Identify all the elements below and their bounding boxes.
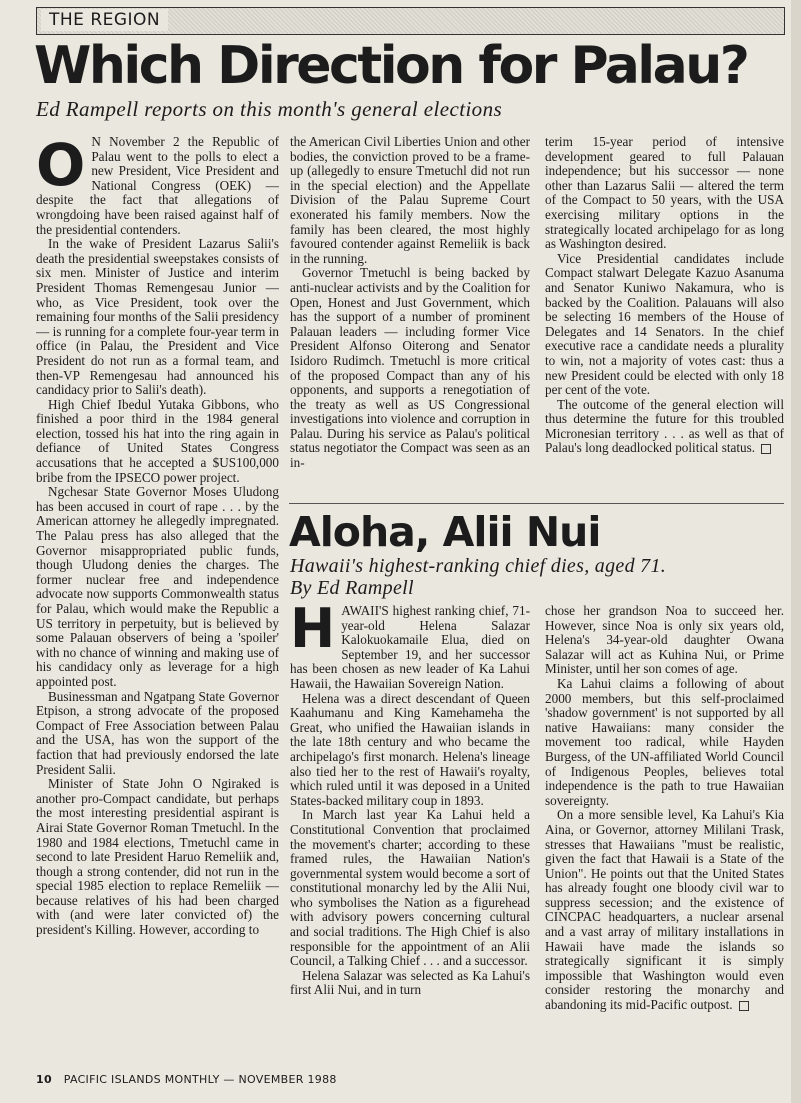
article2-col1-para: HAWAII'S highest ranking chief, 71-year-old Helena Salazar Kalokuokamaile Elua, died on September 19, and her successor has been chosen as new leader of Ka Lahui Hawaii, the Hawaiian Sovereign Nation. (290, 604, 530, 691)
article1-col1-para: Businessman and Ngatpang State Governor Etpison, a strong advocate of the proposed Compact of Free Association between Palau and the USA, has won the support of the faction that had previously endorsed the late President Salii. (36, 688, 279, 777)
page-edge (791, 0, 801, 1103)
article1-col3-para: The outcome of the general election will thus determine the future for this troubled Micronesian territory . . . as well as that of Palau's long deadlocked political status. (545, 396, 784, 456)
article1-column-1 (36, 135, 279, 1067)
article2-col1-para: In March last year Ka Lahui held a Constitutional Convention that proclaimed the movement's charter; according to these framed rules, the Hawaiian Nation's governmental system would become a sort of constitutional monarchy led by the Alii Nui, who symbolises the Nation as a figurehead with advisory powers concerning cultural and social traditions. The High Chief is also responsible for the appointment of an Alii Council, a Talking Chief . . . and a successor. (290, 807, 530, 969)
page-number: 10 (36, 1073, 52, 1086)
article1-col3-para: Vice Presidential candidates include Compact stalwart Delegate Kazuo Asanuma and Senator Kuniwo Nakamura, who is backed by the Coalition. Palauans will also be selecting 16 members of the House of Delegates and 14 Senators. In the chief executive race a candidate needs a plurality to win, not a majority of votes cast: thus a new President could be elected with only 18 per cent of the vote. (545, 250, 784, 398)
article2-col2-para: On a more sensible level, Ka Lahui's Kia Aina, or Governor, attorney Mililani Trask, stresses that Hawaiians "must be realistic, given the fact that Hawaii is a State of the Union". He points out that the United States has already fought one bloody civil war to suppress secession; and the existence of CINCPAC headquarters, a nuclear arsenal and a vast array of military installations in Hawaii have made the islands so strategically significant it is simply impossible that Washington would even consider restoring the monarchy and abandoning its mid-Pacific outpost. (545, 807, 784, 1013)
article2-byline: By Ed Rampell (290, 577, 414, 599)
section-label: THE REGION (41, 9, 168, 31)
end-of-article-icon (739, 1001, 749, 1011)
article-headline: Which Direction for Palau? (34, 36, 748, 96)
drop-cap: H (290, 604, 336, 660)
drop-cap: O (36, 135, 86, 199)
article1-col2-para: Governor Tmetuchl is being backed by anti-nuclear activists and by the Coalition for Open, Honest and Just Government, which has the support of a number of prominent Palauan leaders — including former Vice President Alfonso Oiterong and Senator Isidoro Rudimch. Tmetuchl is more critical of the proposed Compact than any of his opponents, and supports a renegotiation of the treaty as well as US Congressional investigations into violence and corruption in Palau. During his service as Palau's political status negotiator the Compact was seen as an in- (290, 265, 530, 471)
article1-col1-para: Ngchesar State Governor Moses Uludong has been accused in court of rape . . . by the American attorney he allegedly impregnated. The Palau press has also alleged that the Governor misappropriated public funds, though Uludong denies the charges. The former nuclear free and independence advocate now supports Commonwealth status for Palau, which would make the Republic a US territory in perpetuity, but is believed by some Palauan observers of being a 'spoiler' with no chance of winning and making use of his candidacy only as leverage for a high appointed post. (36, 484, 279, 689)
article2-col2-para: chose her grandson Noa to succeed her. However, since Noa is only six years old, Helena's 34-year-old daughter Owana Salazar will act as Kuhina Nui, or Prime Minister, until her son comes of age. (545, 604, 784, 677)
article2-column-1 (290, 604, 530, 1067)
article1-col1-para: O N November 2 the Republic of Palau went to the polls to elect a new President, Vice President and National Congress (OEK) — despite the fact that allegations of wrongdoing have been raised against half of the presidential contenders. (36, 135, 279, 237)
article2-headline: Aloha, Alii Nui (289, 508, 601, 556)
article2-col2-para: Ka Lahui claims a following of about 2000 members, but this self-proclaimed 'shadow government' is not supported by all native Hawaiians: many consider the movement too radical, while Hayden Burgess, of the UN-affiliated World Council of Indigenous Peoples, believes total independence is the path to true Hawaiian sovereignty. (545, 675, 784, 808)
article1-column-2 (290, 135, 530, 498)
article2-col1-para: Helena was a direct descendant of Queen Kaahumanu and King Kamehameha the Great, who unified the Hawaiian islands in the late 18th century and who became the archipelago's first monarch. Helena's lineage also tied her to the rest of Hawaii's royalty, which ruled until it was deposed in a United States-backed military coup in 1893. (290, 690, 530, 808)
article2-subhead-line: Hawaii's highest-ranking chief dies, aged 71. (290, 555, 667, 577)
end-of-article-icon (761, 444, 771, 454)
article1-col1-para: In the wake of President Lazarus Salii's death the presidential sweepstakes consists of six men. Minister of Justice and interim President Thomas Remengesau Junior — who, as Vice President, took over the remaining four months of the Salii presidency — is running for a complete four-year term in office (in Palau, the President and Vice President do not run as a formal team, and then-VP Remengesau had announced his candidacy prior to Salii's death). (36, 236, 279, 398)
article2-subhead (290, 555, 785, 599)
article-divider (289, 503, 784, 504)
article1-column-3 (545, 135, 784, 498)
article1-col1-para: Minister of State John O Ngiraked is another pro-Compact candidate, but perhaps the most interesting presidential aspirant is Airai State Governor Roman Tmetuchl. In the 1980 and 1984 elections, Tmetuchl came in second to late President Haruo Remeliik and, though a strong contender, did not run in the special 1985 election to replace Remeliik — because relatives of his had been charged with (and were later convicted of) the president's Killing. However, according to (36, 776, 279, 938)
page-footer (36, 1073, 736, 1086)
section-bar (36, 7, 785, 35)
article2-col1-para: Helena Salazar was selected as Ka Lahui's first Alii Nui, and in turn (290, 967, 530, 998)
article1-col3-para: terim 15-year period of intensive development geared to full Palauan independence; but his successor — none other than Lazarus Salii — altered the term of the Compact to 50 years, with the USA exercising military options in the strategically located archipelago for as long as Washington desired. (545, 135, 784, 252)
article1-col2-para: the American Civil Liberties Union and other bodies, the conviction proved to be a frame-up (allegedly to ensure Tmetuchl did not run in the special election) and the Appellate Division of the Palau Supreme Court exonerated his family members. Now the family has been cleared, the most highly favoured contender against Remeliik is back in the running. (290, 135, 530, 266)
publication-line: PACIFIC ISLANDS MONTHLY — NOVEMBER 1988 (63, 1073, 337, 1086)
article2-column-2 (545, 604, 784, 1067)
article1-col1-para: High Chief Ibedul Yutaka Gibbons, who finished a poor third in the 1984 general election, tossed his hat into the ring again in defiance of United States Congress accusations that he accepted a $US100,000 bribe from the IPSECO power project. (36, 396, 279, 485)
article-standfirst: Ed Rampell reports on this month's general elections (36, 97, 503, 121)
